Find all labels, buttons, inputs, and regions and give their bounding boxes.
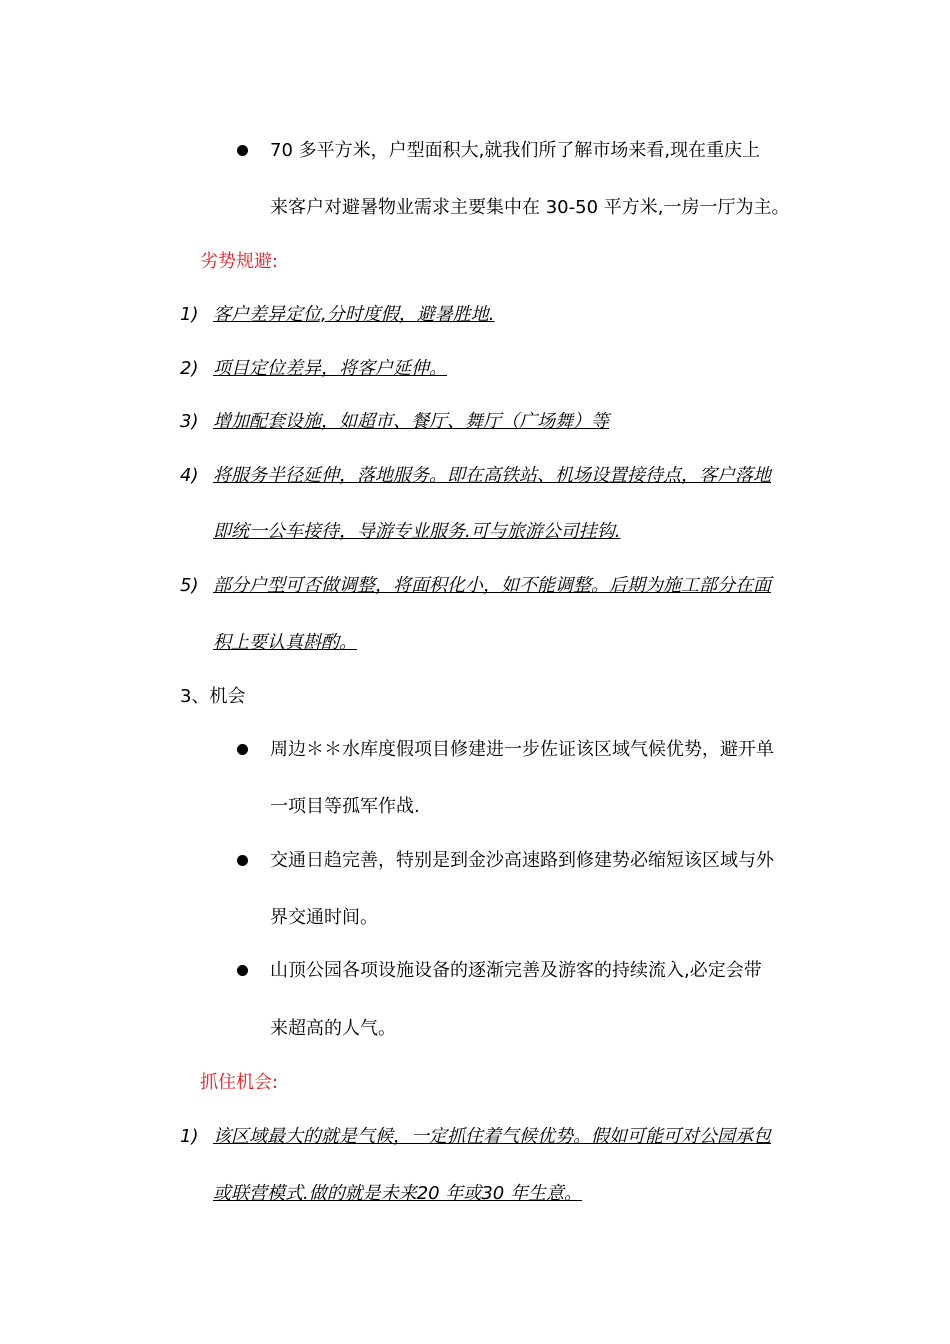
bullet-icon xyxy=(237,145,248,156)
bullet-icon xyxy=(237,744,248,755)
avoid-item-3: 增加配套设施，如超市、餐厅、舞厅（广场舞）等 xyxy=(213,411,609,432)
avoid-item-5-line2: 积上要认真斟酌。 xyxy=(213,632,357,653)
avoid-item-4-line1: 将服务半径延伸，落地服务。即在高铁站、机场设置接待点，客户落地 xyxy=(213,465,771,486)
opportunity-bullet-3-line2: 来超高的人气。 xyxy=(270,1018,396,1039)
opportunity-bullet-2-line2: 界交通时间。 xyxy=(270,907,378,928)
seize-item-1-number: 1) xyxy=(180,1126,199,1147)
opportunity-heading: 3、机会 xyxy=(180,686,246,707)
avoid-item-5-number: 5) xyxy=(180,575,199,596)
avoid-item-2-number: 2) xyxy=(180,358,199,379)
weakness-bullet-line1: 70 多平方米，户型面积大,就我们所了解市场来看,现在重庆上 xyxy=(270,140,761,161)
avoid-item-5-line1: 部分户型可否做调整，将面积化小，如不能调整。后期为施工部分在面 xyxy=(213,575,771,596)
opportunity-bullet-1-line2: 一项目等孤军作战. xyxy=(270,796,420,817)
avoid-item-4-number: 4) xyxy=(180,465,199,486)
avoid-item-2: 项目定位差异，将客户延伸。 xyxy=(213,358,447,379)
avoid-item-1: 客户差异定位,分时度假，避暑胜地. xyxy=(213,304,495,325)
seize-item-1-line1: 该区域最大的就是气候，一定抓住着气候优势。假如可能可对公园承包 xyxy=(213,1126,771,1147)
avoid-item-1-number: 1) xyxy=(180,304,199,325)
opportunity-bullet-3-line1: 山顶公园各项设施设备的逐渐完善及游客的持续流入,必定会带 xyxy=(270,960,762,981)
seize-item-1-line2: 或联营模式.做的就是未来20 年或30 年生意。 xyxy=(213,1183,582,1204)
bullet-icon xyxy=(237,965,248,976)
bullet-icon xyxy=(237,855,248,866)
opportunity-bullet-2-line1: 交通日趋完善，特别是到金沙高速路到修建势必缩短该区域与外 xyxy=(270,850,774,871)
avoid-item-3-number: 3) xyxy=(180,411,199,432)
avoid-heading: 劣势规避: xyxy=(200,251,279,272)
weakness-bullet-line2: 来客户对避暑物业需求主要集中在 30-50 平方米,一房一厅为主。 xyxy=(270,197,790,218)
seize-heading: 抓住机会: xyxy=(200,1072,279,1093)
avoid-item-4-line2: 即统一公车接待，导游专业服务.可与旅游公司挂钩. xyxy=(213,521,621,542)
opportunity-bullet-1-line1: 周边＊＊水库度假项目修建进一步佐证该区域气候优势，避开单 xyxy=(270,739,774,760)
